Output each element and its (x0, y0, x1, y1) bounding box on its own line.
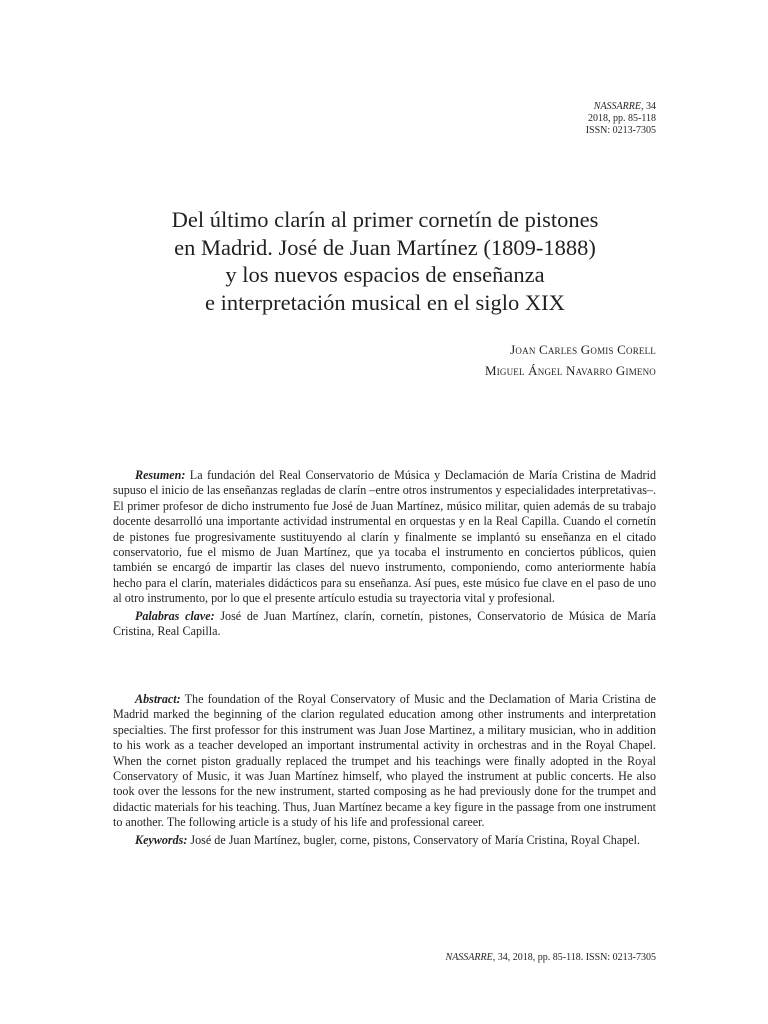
english-abstract-block (113, 692, 656, 848)
abstract-label: Abstract: (135, 692, 181, 706)
resumen-label: Resumen: (135, 468, 186, 482)
title-line: Del último clarín al primer cornetín de pistones (171, 207, 599, 232)
resumen-paragraph (113, 468, 656, 607)
journal-issn: ISSN: 0213-7305 (585, 125, 656, 136)
page-footer (446, 952, 656, 964)
journal-name-line (586, 101, 656, 113)
keywords-text: José de Juan Martínez, bugler, corne, pistons, Conservatory of María Cristina, Royal Chapel. (187, 832, 641, 847)
author-list (485, 339, 656, 381)
title-line: e interpretación musical en el siglo XIX (205, 289, 565, 315)
spanish-abstract-block (113, 468, 656, 639)
author-name: Joan Carles Gomis Corell (510, 342, 656, 357)
article-title (60, 206, 710, 316)
abstract-text: The foundation of the Royal Conservatory of Music and the Declamation of Maria Cristina de Madrid marked the beginning of the clarion regulated education among other instruments and interpretation specialties. The first professor for this instrument was Juan Jose Martinez, a military musician, who in addition to his work as a teacher developed an important instrumental activity in orchestras and in the Royal Chapel. When the cornet piston gradually replaced the trumpet and his teachings were finally adopted in the Royal Conservatory of Music, it was Juan Martínez himself, who played the instrument at public concerts. He also took over the lessons for the new instrument, started composing as he had previously done for the trumpet and didactic materials for his teaching. Thus, Juan Martínez became a key figure in the passage from one instrument to another. The following article is a study of his life and professional career. (113, 692, 656, 830)
palabras-clave-label: Palabras clave: (135, 608, 215, 623)
footer-citation: , 34, 2018, pp. 85-118. ISSN: 0213-7305 (492, 952, 656, 963)
title-line: en Madrid. José de Juan Martínez (1809-1888) (174, 234, 596, 260)
keywords-label: Keywords: (135, 832, 188, 847)
journal-reference-header (586, 101, 656, 137)
journal-volume: , 34 (641, 101, 656, 112)
journal-name: NASSARRE (593, 101, 641, 112)
title-line: y los nuevos espacios de enseñanza (225, 262, 545, 287)
keywords-paragraph (113, 833, 656, 848)
author-name: Miguel Ángel Navarro Gimeno (484, 363, 656, 378)
palabras-clave-paragraph (113, 609, 656, 640)
palabras-clave-text: José de Juan Martínez, clarín, cornetín, pistones, Conservatorio de Música de María Cristina, Real Capilla. (113, 608, 656, 639)
footer-journal-name: NASSARRE (445, 952, 493, 963)
resumen-text: La fundación del Real Conservatorio de Música y Declamación de María Cristina de Madrid supuso el inicio de las enseñanzas regladas de clarín –entre otros instrumentos y especialidades interpretativas–. El primer profesor de dicho instrumento fue José de Juan Martínez, músico militar, quien además de su trabajo docente desarrolló una importante actividad instrumental en orquestas y en la Real Capilla. Cuando el cornetín de pistones fue progresivamente sustituyendo al clarín y finalmente se implantó su enseñanza en el citado conservatorio, fue el mismo de Juan Martínez, que ya tocaba el instrumento en conciertos públicos, quien también se encargó de impartir las clases del nuevo instrumento, componiendo, como anteriormente había hecho para el clarín, materiales didácticos para su enseñanza. Así pues, este músico fue clave en el paso de uno al otro instrumento, por lo que el presente artículo estudia su trayectoria vital y profesional. (113, 468, 656, 606)
abstract-paragraph (113, 692, 656, 831)
journal-year-pages: 2018, pp. 85-118 (588, 113, 656, 124)
